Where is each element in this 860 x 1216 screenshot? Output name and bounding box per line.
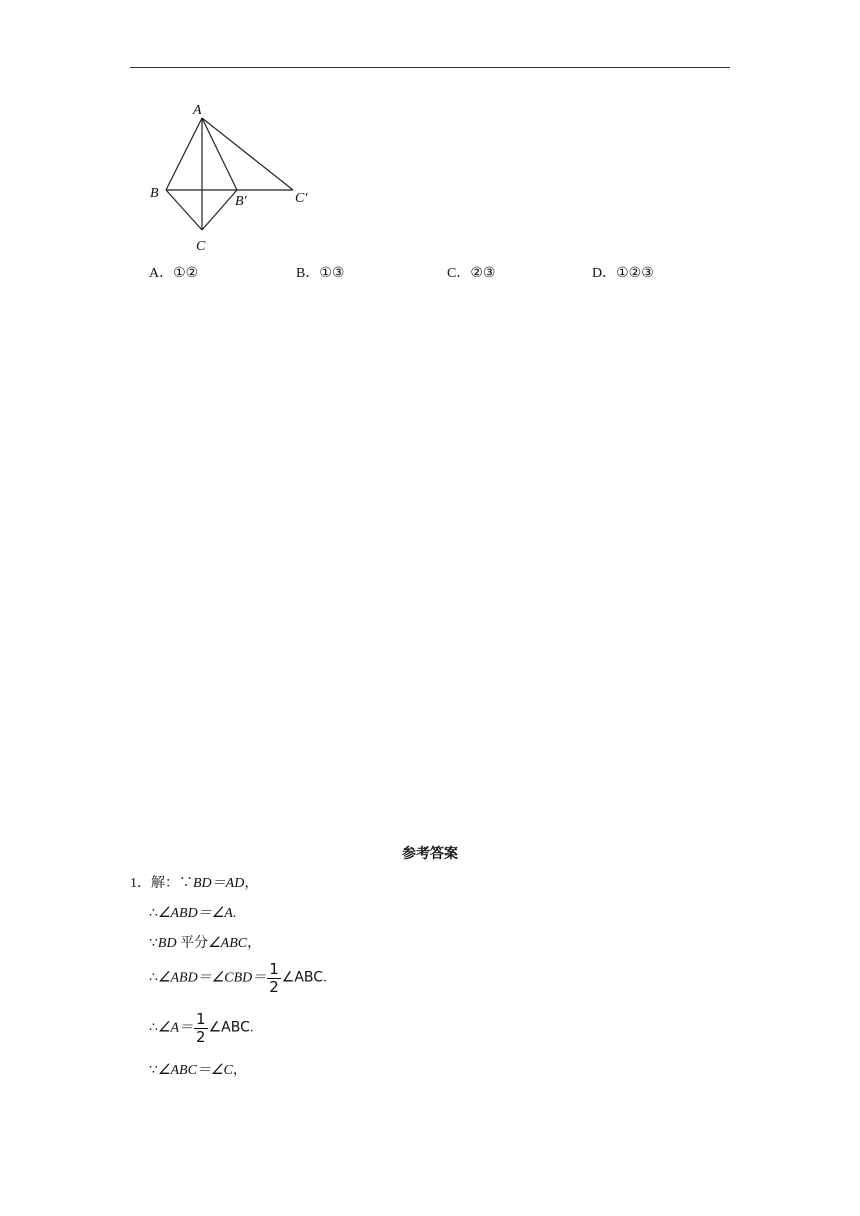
fraction-numerator: 1 bbox=[269, 960, 279, 978]
fraction-half bbox=[194, 1011, 208, 1046]
punctuation: ， bbox=[247, 936, 262, 951]
point-label-C-prime: C′ bbox=[295, 191, 308, 206]
geometry-figure bbox=[140, 98, 330, 258]
math-expression: BD＝AD bbox=[193, 876, 245, 891]
answer-line-4 bbox=[149, 961, 327, 996]
question-number: 1． bbox=[130, 876, 151, 891]
answer-line-3 bbox=[149, 932, 261, 952]
point-label-C: C bbox=[196, 239, 206, 254]
segment-AC-prime bbox=[202, 118, 293, 190]
option-b-letter: B． bbox=[296, 266, 320, 281]
punctuation: . bbox=[249, 1020, 254, 1036]
because-symbol: ∵ bbox=[179, 876, 193, 891]
punctuation: ， bbox=[232, 1063, 247, 1078]
fraction-half bbox=[267, 961, 281, 996]
punctuation: . bbox=[323, 970, 327, 986]
fraction-numerator: 1 bbox=[196, 1010, 206, 1028]
answer-line-1 bbox=[130, 872, 258, 892]
option-d-letter: D． bbox=[592, 266, 617, 281]
therefore-symbol: ∴ bbox=[149, 970, 158, 986]
option-d bbox=[592, 262, 654, 282]
answer-line-2 bbox=[149, 902, 236, 922]
therefore-symbol: ∴ bbox=[149, 1020, 158, 1036]
math-expression: ∠A＝ bbox=[157, 1020, 194, 1036]
option-c-text: ②③ bbox=[470, 265, 496, 281]
angle-expression: ∠ABC bbox=[208, 1019, 250, 1036]
option-c-letter: C． bbox=[447, 266, 471, 281]
option-c bbox=[447, 262, 495, 282]
bisect-text: 平分 bbox=[176, 936, 209, 951]
math-expression: ∠ABD＝∠CBD＝ bbox=[157, 970, 267, 986]
answer-heading: 参考答案 bbox=[402, 846, 458, 862]
because-symbol: ∵ bbox=[149, 1063, 158, 1078]
option-b bbox=[296, 262, 344, 282]
fraction-denominator: 2 bbox=[269, 978, 279, 996]
option-b-text: ①③ bbox=[319, 265, 345, 281]
answer-line-6 bbox=[149, 1059, 247, 1079]
point-label-B-prime: B′ bbox=[235, 194, 247, 209]
solution-intro: 解： bbox=[151, 876, 179, 891]
because-symbol: ∵ bbox=[149, 936, 158, 951]
option-d-text: ①②③ bbox=[616, 265, 654, 281]
angle-expression: ∠ABC bbox=[281, 969, 324, 986]
punctuation: ， bbox=[244, 876, 259, 891]
math-expression: ∠ABC bbox=[208, 936, 248, 951]
point-label-A: A bbox=[193, 103, 202, 118]
answer-line-5 bbox=[149, 1011, 253, 1046]
math-expression: BD bbox=[157, 936, 177, 951]
therefore-symbol: ∴ bbox=[149, 906, 158, 921]
punctuation: . bbox=[232, 906, 237, 921]
segment-CB-prime bbox=[202, 190, 237, 230]
math-expression: ∠ABC＝∠C bbox=[157, 1063, 233, 1078]
option-a-text: ①② bbox=[173, 265, 199, 281]
math-expression: ∠ABD＝∠A bbox=[157, 906, 233, 921]
segment-AB bbox=[166, 118, 202, 190]
segment-BC bbox=[166, 190, 202, 230]
segment-AB-prime bbox=[202, 118, 237, 190]
option-a bbox=[149, 262, 198, 282]
option-a-letter: A． bbox=[149, 266, 174, 281]
point-label-B: B bbox=[150, 186, 159, 201]
fraction-denominator: 2 bbox=[196, 1028, 206, 1046]
header-rule bbox=[130, 67, 730, 68]
